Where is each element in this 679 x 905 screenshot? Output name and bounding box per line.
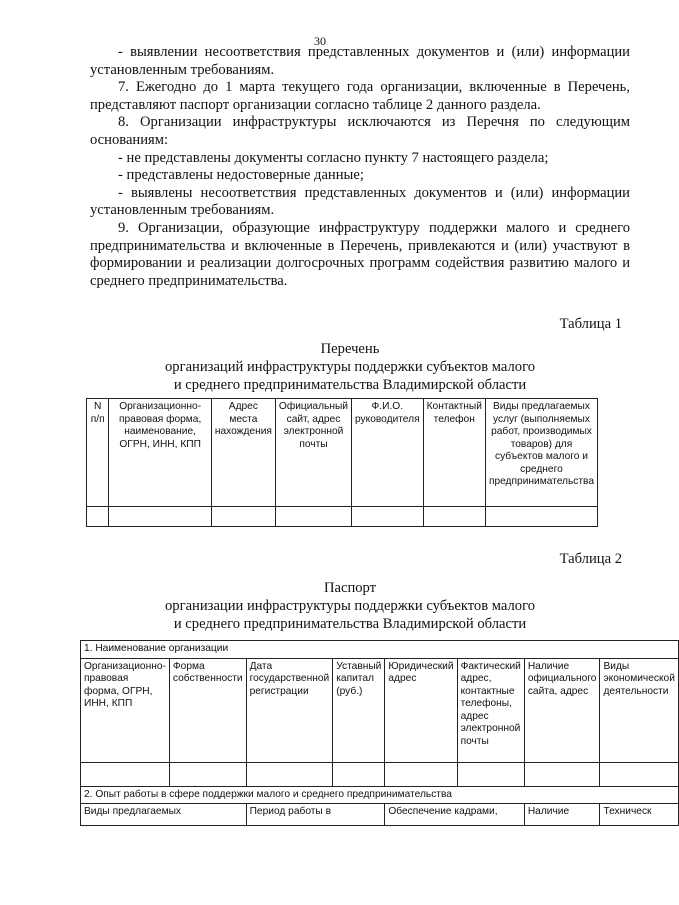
t2-header-actual-address: Фактический адрес, контактные телефоны, адрес электронной почты (457, 658, 524, 762)
table2 (80, 640, 679, 826)
t1-cell (423, 507, 485, 527)
table1-title-line1: Перечень (320, 341, 380, 357)
paragraph-6: - выявлены несоответствия представленных документов и (или) информации установленным требованиям. (90, 184, 630, 219)
table1-title-line3: и среднего предпринимательства Владимирской области (173, 377, 527, 393)
table2-title-line3: и среднего предпринимательства Владимирской области (173, 616, 527, 632)
page-number: 30 (314, 34, 326, 48)
t2-cell (457, 762, 524, 786)
t1-cell (352, 507, 424, 527)
t2-partial-header-period: Период работы в (246, 804, 385, 826)
t1-header-org: Организационно-правовая форма, наименование, ОГРН, ИНН, КПП (109, 399, 211, 507)
t1-cell (211, 507, 275, 527)
t1-header-head: Ф.И.О. руководителя (352, 399, 424, 507)
paragraph-5: - представлены недостоверные данные; (118, 167, 364, 184)
table2-title-line2: организации инфраструктуры поддержки субъектов малого (165, 598, 535, 614)
t2-header-site: Наличие официального сайта, адрес (524, 658, 600, 762)
t2-cell (246, 762, 333, 786)
paragraph-3: 8. Организации инфраструктуры исключаются из Перечня по следующим основаниям: (90, 114, 630, 148)
t2-header-activities: Виды экономической деятельности (600, 658, 678, 762)
t2-cell (600, 762, 678, 786)
t2-header-legal-address: Юридический адрес (385, 658, 457, 762)
t1-cell (485, 507, 597, 527)
paragraph-2: 7. Ежегодно до 1 марта текущего года организации, включенные в Перечень, представляют паспорт организации согласно таблице 2 данного раздела. (90, 79, 630, 113)
t1-header-address: Адрес места нахождения (211, 399, 275, 507)
table2-label: Таблица 2 (559, 551, 622, 567)
t2-partial-header-technical: Техническ (600, 804, 678, 826)
t2-partial-header-staff: Обеспечение кадрами, (385, 804, 524, 826)
t1-cell (109, 507, 211, 527)
t2-header-capital: Уставный капитал (руб.) (333, 658, 385, 762)
table1-title-line2: организаций инфраструктуры поддержки субъектов малого (165, 359, 535, 375)
t1-header-services: Виды предлагаемых услуг (выполняемых работ, производимых товаров) для субъектов малого и среднего предпринимательства (485, 399, 597, 507)
t1-cell (275, 507, 351, 527)
t2-header-org: Организационно-правовая форма, ОГРН, ИНН, КПП (81, 658, 170, 762)
table2-title (130, 579, 570, 633)
t2-cell (169, 762, 246, 786)
t1-header-site: Официальный сайт, адрес электронной почты (275, 399, 351, 507)
table2-title-line1: Паспорт (323, 580, 377, 596)
paragraph-4: - не представлены документы согласно пункту 7 настоящего раздела; (118, 149, 549, 166)
t2-cell (524, 762, 600, 786)
t2-cell (333, 762, 385, 786)
t1-header-num: N п/п (87, 399, 109, 507)
t2-cell (81, 762, 170, 786)
paragraph-1: - выявлении несоответствия представленных документов и (или) информации установленным требованиям. (90, 44, 630, 78)
t2-cell (385, 762, 457, 786)
t2-partial-header-services: Виды предлагаемых (81, 804, 247, 826)
t1-cell (87, 507, 109, 527)
table1-title (130, 340, 570, 394)
table1 (86, 398, 598, 527)
t2-section1: 1. Наименование организации (81, 641, 679, 659)
table1-label: Таблица 1 (559, 316, 622, 332)
t2-section2: 2. Опыт работы в сфере поддержки малого и среднего предпринимательства (81, 786, 679, 804)
body-text (90, 44, 630, 290)
paragraph-7: 9. Организации, образующие инфраструктуру поддержки малого и среднего предпринимательства и включенные в Перечень, привлекаются и (или) участвуют в формировании и реализации долгосрочных программ содействия развитию малого и среднего предпринимательства. (90, 219, 630, 289)
t2-header-ownership: Форма собственности (169, 658, 246, 762)
t2-partial-header-availability: Наличие (524, 804, 600, 826)
t2-header-regdate: Дата государственной регистрации (246, 658, 333, 762)
t1-header-phone: Контактный телефон (423, 399, 485, 507)
